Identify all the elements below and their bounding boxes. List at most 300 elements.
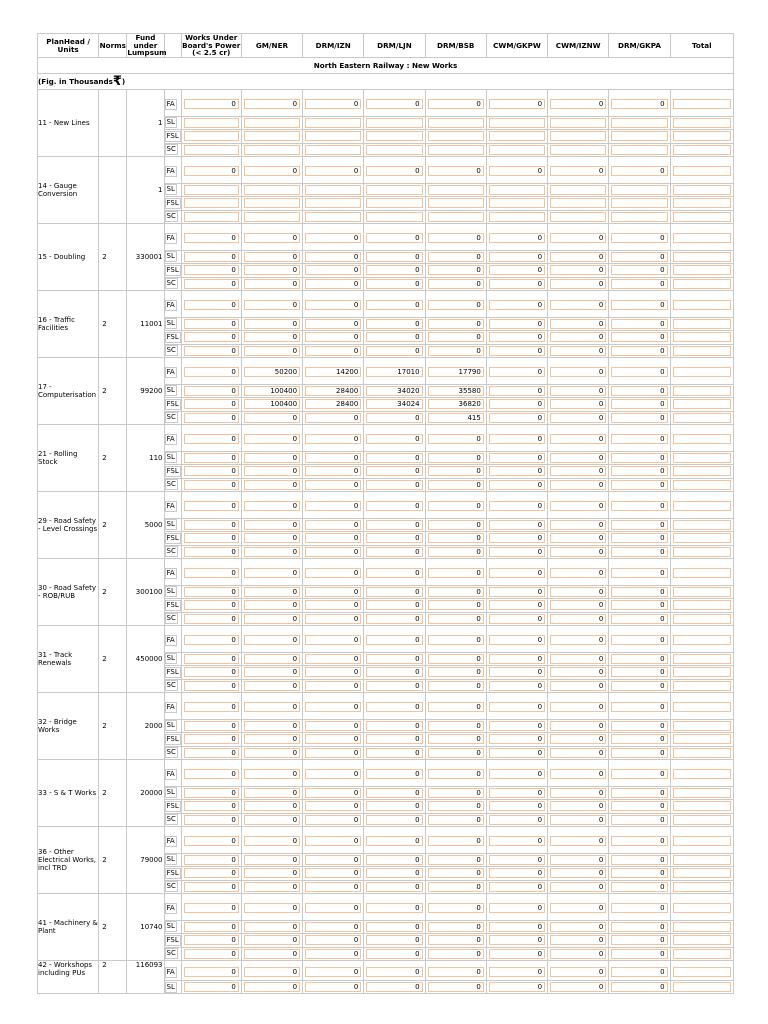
amount-input[interactable]: 0 bbox=[611, 903, 667, 913]
amount-input[interactable]: 0 bbox=[550, 279, 606, 289]
amount-input[interactable]: 0 bbox=[366, 568, 422, 578]
amount-input[interactable]: 0 bbox=[428, 922, 484, 932]
amount-input[interactable]: 100400 bbox=[244, 386, 300, 396]
amount-input[interactable]: 0 bbox=[550, 667, 606, 677]
amount-input[interactable]: 0 bbox=[244, 788, 300, 798]
amount-input[interactable]: 0 bbox=[366, 587, 422, 597]
amount-input[interactable]: 0 bbox=[305, 903, 361, 913]
amount-input[interactable]: 0 bbox=[428, 434, 484, 444]
amount-input[interactable] bbox=[673, 346, 731, 356]
amount-input[interactable]: 0 bbox=[550, 702, 606, 712]
amount-input[interactable]: 0 bbox=[489, 734, 545, 744]
amount-input[interactable] bbox=[673, 252, 731, 262]
amount-input[interactable] bbox=[366, 185, 422, 195]
amount-input[interactable]: 0 bbox=[611, 868, 667, 878]
amount-input[interactable]: 0 bbox=[428, 748, 484, 758]
amount-input[interactable] bbox=[673, 413, 731, 423]
amount-input[interactable]: 0 bbox=[611, 386, 667, 396]
amount-input[interactable]: 0 bbox=[550, 922, 606, 932]
amount-input[interactable]: 0 bbox=[489, 667, 545, 677]
amount-input[interactable]: 0 bbox=[489, 922, 545, 932]
amount-input[interactable]: 0 bbox=[184, 967, 239, 977]
amount-input[interactable]: 0 bbox=[550, 300, 606, 310]
amount-input[interactable]: 0 bbox=[489, 868, 545, 878]
amount-input[interactable]: 35580 bbox=[428, 386, 484, 396]
amount-input[interactable]: 0 bbox=[244, 547, 300, 557]
amount-input[interactable]: 0 bbox=[550, 868, 606, 878]
amount-input[interactable] bbox=[673, 868, 731, 878]
amount-input[interactable]: 0 bbox=[305, 935, 361, 945]
amount-input[interactable]: 0 bbox=[611, 265, 667, 275]
amount-input[interactable]: 0 bbox=[611, 520, 667, 530]
amount-input[interactable]: 0 bbox=[489, 533, 545, 543]
amount-input[interactable] bbox=[673, 145, 731, 155]
amount-input[interactable]: 0 bbox=[366, 935, 422, 945]
amount-input[interactable]: 0 bbox=[366, 265, 422, 275]
amount-input[interactable]: 0 bbox=[489, 949, 545, 959]
amount-input[interactable]: 0 bbox=[244, 568, 300, 578]
amount-input[interactable]: 0 bbox=[305, 520, 361, 530]
amount-input[interactable] bbox=[673, 801, 731, 811]
amount-input[interactable]: 0 bbox=[184, 332, 239, 342]
amount-input[interactable]: 0 bbox=[428, 801, 484, 811]
amount-input[interactable]: 0 bbox=[366, 279, 422, 289]
amount-input[interactable]: 0 bbox=[244, 300, 300, 310]
amount-input[interactable] bbox=[550, 198, 606, 208]
amount-input[interactable]: 0 bbox=[550, 501, 606, 511]
amount-input[interactable]: 0 bbox=[611, 233, 667, 243]
amount-input[interactable]: 0 bbox=[244, 319, 300, 329]
amount-input[interactable]: 0 bbox=[244, 855, 300, 865]
amount-input[interactable]: 0 bbox=[244, 453, 300, 463]
amount-input[interactable] bbox=[673, 667, 731, 677]
amount-input[interactable]: 0 bbox=[305, 734, 361, 744]
amount-input[interactable]: 0 bbox=[489, 982, 545, 992]
amount-input[interactable]: 0 bbox=[428, 702, 484, 712]
amount-input[interactable]: 0 bbox=[244, 654, 300, 664]
amount-input[interactable]: 0 bbox=[550, 600, 606, 610]
amount-input[interactable]: 0 bbox=[305, 332, 361, 342]
amount-input[interactable]: 0 bbox=[611, 99, 667, 109]
amount-input[interactable]: 0 bbox=[305, 801, 361, 811]
amount-input[interactable]: 0 bbox=[244, 99, 300, 109]
amount-input[interactable]: 0 bbox=[366, 635, 422, 645]
amount-input[interactable]: 0 bbox=[489, 233, 545, 243]
amount-input[interactable]: 0 bbox=[366, 922, 422, 932]
amount-input[interactable]: 0 bbox=[611, 600, 667, 610]
amount-input[interactable]: 0 bbox=[366, 801, 422, 811]
amount-input[interactable]: 0 bbox=[244, 681, 300, 691]
amount-input[interactable]: 0 bbox=[550, 635, 606, 645]
amount-input[interactable]: 0 bbox=[550, 367, 606, 377]
amount-input[interactable]: 0 bbox=[366, 520, 422, 530]
amount-input[interactable]: 0 bbox=[489, 855, 545, 865]
amount-input[interactable]: 0 bbox=[611, 300, 667, 310]
amount-input[interactable]: 0 bbox=[244, 600, 300, 610]
amount-input[interactable]: 0 bbox=[550, 815, 606, 825]
amount-input[interactable] bbox=[366, 131, 422, 141]
amount-input[interactable]: 0 bbox=[244, 935, 300, 945]
amount-input[interactable] bbox=[611, 118, 667, 128]
amount-input[interactable]: 0 bbox=[611, 413, 667, 423]
amount-input[interactable]: 0 bbox=[428, 252, 484, 262]
amount-input[interactable]: 0 bbox=[550, 265, 606, 275]
amount-input[interactable]: 0 bbox=[428, 332, 484, 342]
amount-input[interactable]: 0 bbox=[489, 600, 545, 610]
amount-input[interactable]: 0 bbox=[611, 635, 667, 645]
amount-input[interactable]: 0 bbox=[611, 882, 667, 892]
amount-input[interactable]: 0 bbox=[611, 702, 667, 712]
amount-input[interactable] bbox=[673, 265, 731, 275]
amount-input[interactable] bbox=[244, 131, 300, 141]
amount-input[interactable] bbox=[184, 212, 239, 222]
amount-input[interactable]: 0 bbox=[366, 702, 422, 712]
amount-input[interactable] bbox=[244, 198, 300, 208]
amount-input[interactable]: 0 bbox=[184, 681, 239, 691]
amount-input[interactable]: 0 bbox=[366, 346, 422, 356]
amount-input[interactable]: 0 bbox=[428, 654, 484, 664]
amount-input[interactable] bbox=[673, 903, 731, 913]
amount-input[interactable]: 34020 bbox=[366, 386, 422, 396]
amount-input[interactable]: 0 bbox=[184, 346, 239, 356]
amount-input[interactable]: 0 bbox=[550, 734, 606, 744]
amount-input[interactable] bbox=[184, 185, 239, 195]
amount-input[interactable]: 0 bbox=[244, 982, 300, 992]
amount-input[interactable] bbox=[673, 855, 731, 865]
amount-input[interactable] bbox=[550, 131, 606, 141]
amount-input[interactable] bbox=[673, 185, 731, 195]
amount-input[interactable]: 0 bbox=[366, 788, 422, 798]
amount-input[interactable]: 0 bbox=[244, 413, 300, 423]
amount-input[interactable] bbox=[244, 145, 300, 155]
amount-input[interactable]: 0 bbox=[305, 635, 361, 645]
amount-input[interactable]: 0 bbox=[611, 836, 667, 846]
amount-input[interactable]: 0 bbox=[550, 434, 606, 444]
amount-input[interactable]: 0 bbox=[489, 801, 545, 811]
amount-input[interactable]: 0 bbox=[428, 836, 484, 846]
amount-input[interactable]: 0 bbox=[550, 836, 606, 846]
amount-input[interactable] bbox=[673, 166, 731, 176]
amount-input[interactable]: 0 bbox=[244, 967, 300, 977]
amount-input[interactable]: 0 bbox=[366, 855, 422, 865]
amount-input[interactable]: 0 bbox=[489, 367, 545, 377]
amount-input[interactable]: 0 bbox=[184, 922, 239, 932]
amount-input[interactable]: 0 bbox=[184, 386, 239, 396]
amount-input[interactable]: 0 bbox=[366, 533, 422, 543]
amount-input[interactable] bbox=[673, 233, 731, 243]
amount-input[interactable]: 0 bbox=[244, 734, 300, 744]
amount-input[interactable]: 0 bbox=[305, 855, 361, 865]
amount-input[interactable] bbox=[489, 131, 545, 141]
amount-input[interactable]: 0 bbox=[184, 367, 239, 377]
amount-input[interactable]: 0 bbox=[428, 614, 484, 624]
amount-input[interactable]: 0 bbox=[489, 748, 545, 758]
amount-input[interactable]: 0 bbox=[489, 99, 545, 109]
amount-input[interactable]: 0 bbox=[428, 635, 484, 645]
amount-input[interactable]: 0 bbox=[611, 748, 667, 758]
amount-input[interactable]: 0 bbox=[305, 568, 361, 578]
amount-input[interactable]: 0 bbox=[611, 922, 667, 932]
amount-input[interactable]: 0 bbox=[489, 453, 545, 463]
amount-input[interactable]: 0 bbox=[611, 319, 667, 329]
amount-input[interactable]: 0 bbox=[244, 748, 300, 758]
amount-input[interactable]: 0 bbox=[184, 480, 239, 490]
amount-input[interactable]: 0 bbox=[244, 434, 300, 444]
amount-input[interactable] bbox=[611, 145, 667, 155]
amount-input[interactable]: 0 bbox=[489, 346, 545, 356]
amount-input[interactable] bbox=[550, 212, 606, 222]
amount-input[interactable]: 0 bbox=[305, 788, 361, 798]
amount-input[interactable]: 0 bbox=[244, 614, 300, 624]
amount-input[interactable]: 0 bbox=[244, 882, 300, 892]
amount-input[interactable] bbox=[673, 815, 731, 825]
amount-input[interactable]: 0 bbox=[489, 434, 545, 444]
amount-input[interactable]: 0 bbox=[305, 453, 361, 463]
amount-input[interactable]: 0 bbox=[184, 520, 239, 530]
amount-input[interactable]: 0 bbox=[428, 300, 484, 310]
amount-input[interactable] bbox=[673, 600, 731, 610]
amount-input[interactable]: 0 bbox=[305, 967, 361, 977]
amount-input[interactable]: 0 bbox=[489, 386, 545, 396]
amount-input[interactable]: 0 bbox=[550, 721, 606, 731]
amount-input[interactable]: 0 bbox=[305, 480, 361, 490]
amount-input[interactable]: 0 bbox=[366, 480, 422, 490]
amount-input[interactable] bbox=[673, 466, 731, 476]
amount-input[interactable]: 0 bbox=[366, 501, 422, 511]
amount-input[interactable]: 0 bbox=[244, 903, 300, 913]
amount-input[interactable] bbox=[428, 118, 484, 128]
amount-input[interactable]: 0 bbox=[184, 99, 239, 109]
amount-input[interactable]: 0 bbox=[305, 681, 361, 691]
amount-input[interactable]: 0 bbox=[184, 788, 239, 798]
amount-input[interactable]: 0 bbox=[184, 466, 239, 476]
amount-input[interactable]: 0 bbox=[489, 769, 545, 779]
amount-input[interactable]: 0 bbox=[305, 252, 361, 262]
amount-input[interactable]: 0 bbox=[489, 635, 545, 645]
amount-input[interactable]: 0 bbox=[428, 721, 484, 731]
amount-input[interactable] bbox=[184, 131, 239, 141]
amount-input[interactable]: 0 bbox=[489, 587, 545, 597]
amount-input[interactable] bbox=[611, 198, 667, 208]
amount-input[interactable]: 0 bbox=[611, 949, 667, 959]
amount-input[interactable]: 0 bbox=[428, 600, 484, 610]
amount-input[interactable] bbox=[428, 198, 484, 208]
amount-input[interactable]: 0 bbox=[611, 654, 667, 664]
amount-input[interactable]: 0 bbox=[428, 547, 484, 557]
amount-input[interactable]: 0 bbox=[611, 935, 667, 945]
amount-input[interactable] bbox=[428, 145, 484, 155]
amount-input[interactable]: 0 bbox=[611, 681, 667, 691]
amount-input[interactable]: 0 bbox=[305, 769, 361, 779]
amount-input[interactable] bbox=[673, 279, 731, 289]
amount-input[interactable]: 0 bbox=[366, 769, 422, 779]
amount-input[interactable]: 0 bbox=[305, 721, 361, 731]
amount-input[interactable]: 415 bbox=[428, 413, 484, 423]
amount-input[interactable]: 0 bbox=[611, 667, 667, 677]
amount-input[interactable]: 0 bbox=[489, 702, 545, 712]
amount-input[interactable]: 0 bbox=[184, 721, 239, 731]
amount-input[interactable]: 0 bbox=[305, 654, 361, 664]
amount-input[interactable] bbox=[673, 131, 731, 141]
amount-input[interactable] bbox=[305, 185, 361, 195]
amount-input[interactable]: 0 bbox=[244, 587, 300, 597]
amount-input[interactable] bbox=[673, 587, 731, 597]
amount-input[interactable]: 0 bbox=[611, 166, 667, 176]
amount-input[interactable]: 0 bbox=[366, 868, 422, 878]
amount-input[interactable]: 0 bbox=[428, 466, 484, 476]
amount-input[interactable]: 0 bbox=[611, 346, 667, 356]
amount-input[interactable]: 0 bbox=[428, 734, 484, 744]
amount-input[interactable]: 0 bbox=[244, 721, 300, 731]
amount-input[interactable]: 0 bbox=[550, 480, 606, 490]
amount-input[interactable]: 0 bbox=[550, 681, 606, 691]
amount-input[interactable]: 0 bbox=[550, 801, 606, 811]
amount-input[interactable]: 0 bbox=[489, 568, 545, 578]
amount-input[interactable]: 0 bbox=[489, 721, 545, 731]
amount-input[interactable] bbox=[673, 935, 731, 945]
amount-input[interactable] bbox=[673, 434, 731, 444]
amount-input[interactable] bbox=[673, 702, 731, 712]
amount-input[interactable] bbox=[184, 118, 239, 128]
amount-input[interactable]: 0 bbox=[611, 501, 667, 511]
amount-input[interactable]: 0 bbox=[428, 319, 484, 329]
amount-input[interactable] bbox=[673, 967, 731, 977]
amount-input[interactable]: 0 bbox=[550, 166, 606, 176]
amount-input[interactable] bbox=[550, 118, 606, 128]
amount-input[interactable]: 0 bbox=[550, 614, 606, 624]
amount-input[interactable] bbox=[489, 198, 545, 208]
amount-input[interactable]: 0 bbox=[244, 233, 300, 243]
amount-input[interactable]: 0 bbox=[366, 453, 422, 463]
amount-input[interactable]: 0 bbox=[428, 788, 484, 798]
amount-input[interactable]: 0 bbox=[428, 265, 484, 275]
amount-input[interactable]: 0 bbox=[428, 855, 484, 865]
amount-input[interactable]: 0 bbox=[428, 533, 484, 543]
amount-input[interactable]: 0 bbox=[244, 332, 300, 342]
amount-input[interactable]: 0 bbox=[428, 935, 484, 945]
amount-input[interactable]: 0 bbox=[305, 300, 361, 310]
amount-input[interactable]: 28400 bbox=[305, 399, 361, 409]
amount-input[interactable] bbox=[673, 99, 731, 109]
amount-input[interactable]: 0 bbox=[489, 614, 545, 624]
amount-input[interactable] bbox=[673, 922, 731, 932]
amount-input[interactable]: 0 bbox=[428, 279, 484, 289]
amount-input[interactable] bbox=[366, 145, 422, 155]
amount-input[interactable]: 0 bbox=[366, 434, 422, 444]
amount-input[interactable]: 0 bbox=[550, 466, 606, 476]
amount-input[interactable]: 0 bbox=[611, 434, 667, 444]
amount-input[interactable]: 0 bbox=[550, 882, 606, 892]
amount-input[interactable] bbox=[366, 118, 422, 128]
amount-input[interactable] bbox=[673, 721, 731, 731]
amount-input[interactable] bbox=[673, 453, 731, 463]
amount-input[interactable]: 0 bbox=[244, 922, 300, 932]
amount-input[interactable]: 14200 bbox=[305, 367, 361, 377]
amount-input[interactable]: 0 bbox=[428, 769, 484, 779]
amount-input[interactable]: 0 bbox=[244, 279, 300, 289]
amount-input[interactable]: 100400 bbox=[244, 399, 300, 409]
amount-input[interactable]: 0 bbox=[611, 967, 667, 977]
amount-input[interactable] bbox=[673, 198, 731, 208]
amount-input[interactable]: 0 bbox=[244, 166, 300, 176]
amount-input[interactable]: 0 bbox=[550, 903, 606, 913]
amount-input[interactable]: 0 bbox=[366, 681, 422, 691]
amount-input[interactable]: 0 bbox=[244, 346, 300, 356]
amount-input[interactable]: 0 bbox=[366, 413, 422, 423]
amount-input[interactable]: 0 bbox=[366, 332, 422, 342]
amount-input[interactable]: 0 bbox=[184, 769, 239, 779]
amount-input[interactable]: 0 bbox=[489, 520, 545, 530]
amount-input[interactable]: 0 bbox=[366, 982, 422, 992]
amount-input[interactable]: 0 bbox=[550, 547, 606, 557]
amount-input[interactable]: 0 bbox=[184, 815, 239, 825]
amount-input[interactable]: 0 bbox=[428, 815, 484, 825]
amount-input[interactable]: 17010 bbox=[366, 367, 422, 377]
amount-input[interactable]: 0 bbox=[305, 702, 361, 712]
amount-input[interactable] bbox=[673, 882, 731, 892]
amount-input[interactable]: 0 bbox=[305, 99, 361, 109]
amount-input[interactable]: 0 bbox=[184, 413, 239, 423]
amount-input[interactable]: 0 bbox=[489, 300, 545, 310]
amount-input[interactable]: 0 bbox=[184, 568, 239, 578]
amount-input[interactable]: 0 bbox=[366, 166, 422, 176]
amount-input[interactable] bbox=[673, 367, 731, 377]
amount-input[interactable]: 0 bbox=[428, 587, 484, 597]
amount-input[interactable] bbox=[611, 185, 667, 195]
amount-input[interactable]: 0 bbox=[366, 734, 422, 744]
amount-input[interactable]: 0 bbox=[489, 166, 545, 176]
amount-input[interactable]: 0 bbox=[305, 166, 361, 176]
amount-input[interactable] bbox=[673, 118, 731, 128]
amount-input[interactable]: 0 bbox=[489, 681, 545, 691]
amount-input[interactable] bbox=[673, 520, 731, 530]
amount-input[interactable]: 0 bbox=[244, 635, 300, 645]
amount-input[interactable]: 0 bbox=[550, 568, 606, 578]
amount-input[interactable]: 0 bbox=[305, 413, 361, 423]
amount-input[interactable]: 0 bbox=[428, 99, 484, 109]
amount-input[interactable]: 0 bbox=[611, 367, 667, 377]
amount-input[interactable] bbox=[184, 198, 239, 208]
amount-input[interactable]: 0 bbox=[428, 346, 484, 356]
amount-input[interactable]: 0 bbox=[305, 533, 361, 543]
amount-input[interactable]: 0 bbox=[611, 252, 667, 262]
amount-input[interactable]: 0 bbox=[184, 587, 239, 597]
amount-input[interactable] bbox=[366, 212, 422, 222]
amount-input[interactable] bbox=[305, 131, 361, 141]
amount-input[interactable]: 0 bbox=[611, 480, 667, 490]
amount-input[interactable]: 0 bbox=[611, 788, 667, 798]
amount-input[interactable] bbox=[550, 185, 606, 195]
amount-input[interactable] bbox=[428, 185, 484, 195]
amount-input[interactable] bbox=[611, 131, 667, 141]
amount-input[interactable]: 0 bbox=[305, 982, 361, 992]
amount-input[interactable]: 0 bbox=[550, 654, 606, 664]
amount-input[interactable]: 0 bbox=[184, 635, 239, 645]
amount-input[interactable]: 0 bbox=[305, 466, 361, 476]
amount-input[interactable]: 0 bbox=[366, 233, 422, 243]
amount-input[interactable] bbox=[673, 399, 731, 409]
amount-input[interactable]: 0 bbox=[244, 533, 300, 543]
amount-input[interactable]: 0 bbox=[305, 265, 361, 275]
amount-input[interactable] bbox=[673, 533, 731, 543]
amount-input[interactable] bbox=[673, 654, 731, 664]
amount-input[interactable]: 0 bbox=[489, 654, 545, 664]
amount-input[interactable]: 0 bbox=[244, 480, 300, 490]
amount-input[interactable]: 0 bbox=[244, 252, 300, 262]
amount-input[interactable] bbox=[673, 480, 731, 490]
amount-input[interactable]: 0 bbox=[184, 233, 239, 243]
amount-input[interactable] bbox=[673, 734, 731, 744]
